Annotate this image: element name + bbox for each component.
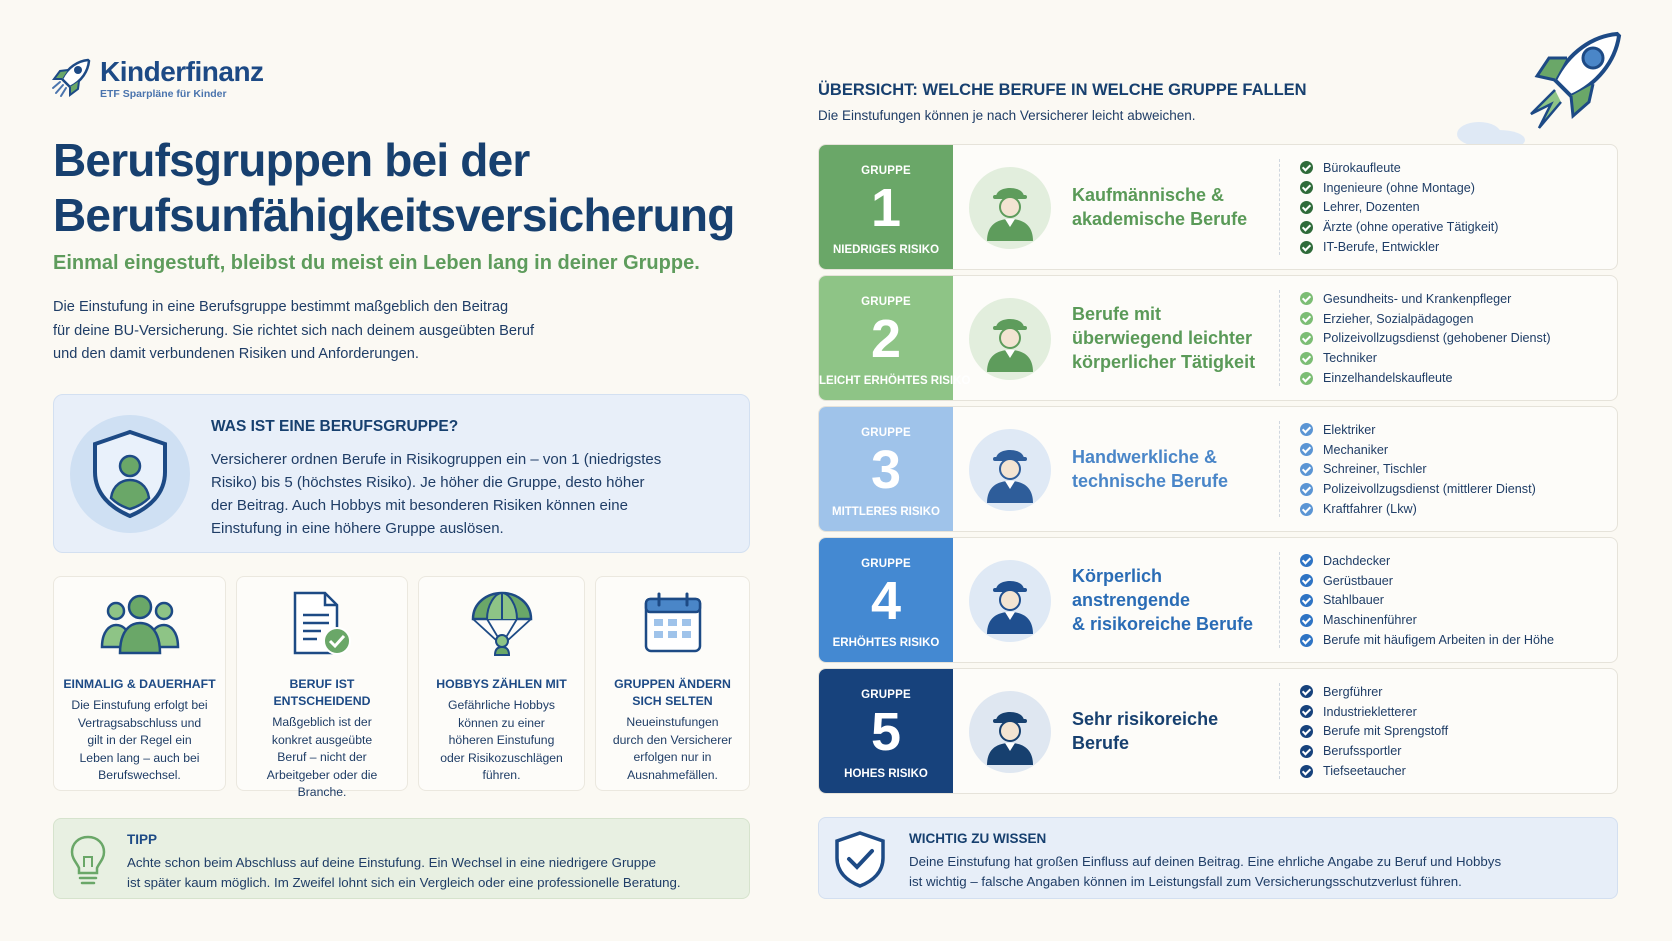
job-item <box>1300 329 1551 349</box>
feature-line: Maßgeblich ist der <box>272 715 372 729</box>
job-label: Bergführer <box>1323 684 1383 699</box>
definition-line: Einstufung in eine höhere Gruppe auslösen. <box>211 520 504 537</box>
definition-box <box>53 394 750 553</box>
group-title-line: Sehr risikoreiche <box>1072 709 1219 729</box>
job-label: Schreiner, Tischler <box>1323 462 1427 477</box>
check-icon <box>1300 181 1313 194</box>
job-label: Industriekletterer <box>1323 704 1417 719</box>
job-label: Tiefseetaucher <box>1323 764 1406 779</box>
check-icon <box>1300 241 1313 254</box>
feature-line: Ausnahmefällen. <box>627 767 718 782</box>
job-item <box>1300 289 1551 309</box>
job-label: Maschinenführer <box>1323 613 1417 628</box>
group-badge <box>819 538 953 662</box>
feature-line: konkret ausgeübte <box>271 732 373 747</box>
job-label: Einzelhandelskaufleute <box>1323 371 1453 386</box>
job-label: Dachdecker <box>1323 553 1391 568</box>
group-title-line: technische Berufe <box>1072 471 1229 491</box>
people-icon <box>54 588 225 660</box>
note-line: Deine Einstufung hat großen Einfluss auf deinen Beitrag. Eine ehrliche Angabe zu Beruf und Hobbys <box>909 854 1502 869</box>
overview-subtitle: Die Einstufungen können je nach Versicherer leicht abweichen. <box>818 108 1196 123</box>
group-title <box>1072 407 1272 531</box>
job-item <box>1300 741 1448 761</box>
definition-title: WAS IST EINE BERUFSGRUPPE? <box>211 418 459 435</box>
job-item <box>1300 702 1448 722</box>
definition-line: Risiko) bis 5 (höchstes Risiko). Je höher die Gruppe, desto höher <box>211 474 645 491</box>
feature-text <box>419 697 584 785</box>
feature-title <box>596 676 749 710</box>
feature-line: können zu einer <box>458 715 545 730</box>
check-icon <box>1300 352 1313 365</box>
check-icon <box>1300 634 1313 647</box>
job-label: Berufe mit Sprengstoff <box>1323 724 1449 739</box>
job-item <box>1300 309 1551 329</box>
worker-avatar-icon <box>969 691 1051 773</box>
group-row-4 <box>818 537 1618 663</box>
tip-line: ist später kaum möglich. Im Zweifel lohnt sich ein Vergleich oder eine professionelle Beratung. <box>127 875 681 890</box>
job-list <box>1300 551 1554 650</box>
group-label: GRUPPE <box>861 165 911 177</box>
page-title-line1: Berufsgruppen bei der <box>53 134 530 186</box>
feature-line: Beruf – nicht der <box>277 750 367 764</box>
job-label: Gerüstbauer <box>1323 573 1394 588</box>
feature-card-job <box>236 576 408 799</box>
feature-line: oder Risikozuschlägen <box>440 750 563 765</box>
group-label: GRUPPE <box>861 689 911 701</box>
check-icon <box>1300 423 1313 436</box>
check-icon <box>1300 312 1313 325</box>
check-icon <box>1300 443 1313 456</box>
job-label: Stahlbauer <box>1323 593 1384 608</box>
job-item <box>1300 460 1536 480</box>
job-label: Elektriker <box>1323 422 1376 437</box>
feature-line: Arbeitgeber oder die <box>266 767 378 782</box>
group-title-line: akademische Berufe <box>1072 209 1248 229</box>
divider <box>1279 159 1280 255</box>
group-title-line: Berufe <box>1072 733 1130 753</box>
brand-logo[interactable] <box>48 55 264 101</box>
group-title-line: & risikoreiche Berufe <box>1072 614 1254 634</box>
divider <box>1279 683 1280 779</box>
feature-title: BERUF IST ENTSCHEIDEND <box>273 677 371 708</box>
check-icon <box>1300 201 1313 214</box>
group-number: 4 <box>870 571 902 631</box>
check-icon <box>1300 292 1313 305</box>
group-title-line: überwiegend leichter <box>1072 328 1253 348</box>
job-label: Polizeivollzugsdienst (mittlerer Dienst) <box>1323 482 1536 497</box>
group-label: GRUPPE <box>861 558 911 570</box>
group-label: GRUPPE <box>861 427 911 439</box>
feature-text <box>596 714 749 784</box>
brand-name: Kinderfinanz <box>100 55 264 87</box>
important-note-text <box>909 852 1589 892</box>
group-title-line: körperlicher Tätigkeit <box>1072 352 1256 372</box>
divider <box>1279 552 1280 648</box>
feature-title-line: SICH SELTEN <box>632 694 713 708</box>
feature-card-permanent <box>53 576 226 791</box>
tip-text <box>127 853 727 893</box>
feature-line: erfolgen nur in <box>633 750 712 764</box>
feature-line: Gefährliche Hobbys <box>447 698 556 712</box>
group-badge <box>819 145 953 269</box>
worker-avatar-icon <box>969 167 1051 249</box>
job-item <box>1300 198 1498 218</box>
group-risk: HOHES RISIKO <box>844 768 928 780</box>
note-line: ist wichtig – falsche Angaben können im Leistungsfall zum Versicherungsschutzverlust führen. <box>909 874 1462 889</box>
group-risk: NIEDRIGES RISIKO <box>832 244 940 256</box>
job-item <box>1300 217 1498 237</box>
job-item <box>1300 237 1498 257</box>
job-label: Lehrer, Dozenten <box>1323 200 1420 215</box>
feature-line: durch den Versicherer <box>612 732 733 747</box>
check-icon <box>1300 594 1313 607</box>
job-item <box>1300 610 1554 630</box>
worker-avatar-icon <box>969 560 1051 642</box>
group-label: GRUPPE <box>861 296 911 308</box>
job-list <box>1300 158 1498 257</box>
job-list <box>1300 289 1551 388</box>
group-row-1 <box>818 144 1618 270</box>
brand-tagline: ETF Sparpläne für Kinder <box>100 87 227 100</box>
overview-title: ÜBERSICHT: WELCHE BERUFE IN WELCHE GRUPPE FALLEN <box>818 81 1307 99</box>
job-list <box>1300 682 1448 781</box>
document-check-icon <box>237 588 407 660</box>
job-label: Erzieher, Sozialpädagogen <box>1323 311 1474 326</box>
page-title <box>53 133 753 243</box>
feature-card-hobbies <box>418 576 585 791</box>
group-title <box>1072 669 1272 793</box>
shield-person-icon <box>70 415 190 533</box>
group-title-line: Körperlich anstrengende <box>1072 566 1191 610</box>
job-item <box>1300 479 1536 499</box>
group-title-line: Handwerkliche & <box>1072 447 1218 467</box>
feature-line: Neueinstufungen <box>626 715 719 729</box>
divider <box>1279 290 1280 386</box>
check-icon <box>1300 372 1313 385</box>
job-label: Berufe mit häufigem Arbeiten in der Höhe <box>1323 633 1555 648</box>
group-title <box>1072 145 1272 269</box>
definition-text <box>211 448 691 540</box>
group-row-3 <box>818 406 1618 532</box>
feature-text <box>54 697 225 785</box>
job-item <box>1300 761 1448 781</box>
group-row-5 <box>818 668 1618 794</box>
feature-card-rare-changes <box>595 576 750 791</box>
job-item <box>1300 571 1554 591</box>
group-title <box>1072 538 1272 662</box>
group-title-line: Berufe mit <box>1072 304 1162 324</box>
check-icon <box>1300 221 1313 234</box>
check-icon <box>1300 483 1313 496</box>
tip-title: TIPP <box>127 832 158 847</box>
job-label: Mechaniker <box>1323 442 1389 457</box>
job-label: Polizeivollzugsdienst (gehobener Dienst) <box>1323 331 1551 346</box>
job-label: Bürokaufleute <box>1323 160 1401 175</box>
lightbulb-icon <box>66 831 110 889</box>
important-note-title: WICHTIG ZU WISSEN <box>909 831 1047 846</box>
intro-line: für deine BU-Versicherung. Sie richtet sich nach deinem ausgeübten Beruf <box>53 322 535 339</box>
job-item <box>1300 440 1536 460</box>
job-label: Techniker <box>1323 351 1377 366</box>
job-item <box>1300 368 1551 388</box>
group-number: 5 <box>870 702 902 762</box>
check-icon <box>1300 332 1313 345</box>
job-label: Ärzte (ohne operative Tätigkeit) <box>1323 220 1499 235</box>
group-badge <box>819 669 953 793</box>
check-icon <box>1300 745 1313 758</box>
feature-line: Branche. <box>297 785 347 799</box>
important-note-box <box>818 817 1618 899</box>
page-subtitle: Einmal eingestuft, bleibst du meist ein Leben lang in deiner Gruppe. <box>53 252 700 274</box>
group-number: 3 <box>870 440 902 500</box>
job-item <box>1300 630 1554 650</box>
intro-line: Die Einstufung in eine Berufsgruppe bestimmt maßgeblich den Beitrag <box>53 299 509 315</box>
feature-line: Berufswechsel. <box>98 768 181 782</box>
feature-line: Vertragsabschluss und <box>77 715 202 730</box>
group-risk: MITTLERES RISIKO <box>832 506 940 518</box>
worker-avatar-icon <box>969 298 1051 380</box>
group-row-2 <box>818 275 1618 401</box>
worker-avatar-icon <box>969 429 1051 511</box>
group-number: 1 <box>870 178 902 238</box>
group-number: 2 <box>870 309 902 369</box>
group-badge <box>819 276 971 400</box>
check-icon <box>1300 554 1313 567</box>
feature-title: HOBBYS ZÄHLEN MIT <box>436 677 567 691</box>
page-title-line2: Berufsunfähigkeitsversicherung <box>53 189 735 241</box>
job-label: Gesundheits- und Krankenpfleger <box>1323 291 1512 306</box>
feature-title-line: GRUPPEN ÄNDERN <box>614 677 731 691</box>
group-risk: ERHÖHTES RISIKO <box>832 637 940 649</box>
job-item <box>1300 348 1551 368</box>
intro-line: und den damit verbundenen Risiken und Anforderungen. <box>53 346 419 362</box>
calendar-icon <box>596 588 749 660</box>
check-icon <box>1300 463 1313 476</box>
shield-check-icon <box>833 830 887 888</box>
feature-line: Die Einstufung erfolgt bei <box>71 698 208 712</box>
job-label: Ingenieure (ohne Montage) <box>1323 180 1475 195</box>
feature-line: höheren Einstufung <box>448 733 555 747</box>
intro-text <box>53 296 593 367</box>
check-icon <box>1300 503 1313 516</box>
job-item <box>1300 682 1448 702</box>
group-risk: LEICHT ERHÖHTES RISIKO <box>819 375 971 387</box>
job-item <box>1300 591 1554 611</box>
feature-title: EINMALIG & DAUERHAFT <box>63 677 216 691</box>
definition-line: der Beitrag. Auch Hobbys mit besonderen Risiken können eine <box>211 497 628 514</box>
check-icon <box>1300 705 1313 718</box>
job-item <box>1300 551 1554 571</box>
check-icon <box>1300 725 1313 738</box>
job-label: Berufssportler <box>1323 744 1402 759</box>
definition-line: Versicherer ordnen Berufe in Risikogruppen ein – von 1 (niedrigstes <box>211 451 662 468</box>
job-item <box>1300 499 1536 519</box>
job-item <box>1300 178 1498 198</box>
rocket-logo-icon <box>48 55 94 101</box>
rocket-illustration-icon <box>1447 28 1637 148</box>
check-icon <box>1300 765 1313 778</box>
group-title <box>1072 276 1272 400</box>
tip-box <box>53 818 750 899</box>
group-badge <box>819 407 953 531</box>
job-item <box>1300 420 1536 440</box>
feature-line: Leben lang – auch bei <box>79 750 200 765</box>
job-item <box>1300 722 1448 742</box>
check-icon <box>1300 614 1313 627</box>
divider <box>1279 421 1280 517</box>
job-label: Kraftfahrer (Lkw) <box>1323 502 1417 517</box>
parachute-icon <box>419 588 584 660</box>
job-list <box>1300 420 1536 519</box>
job-label: IT-Berufe, Entwickler <box>1323 240 1440 255</box>
check-icon <box>1300 685 1313 698</box>
check-icon <box>1300 161 1313 174</box>
feature-text <box>237 714 407 802</box>
tip-line: Achte schon beim Abschluss auf deine Einstufung. Ein Wechsel in eine niedrigere Gruppe <box>127 855 656 870</box>
group-title-line: Kaufmännische & <box>1072 185 1225 205</box>
feature-line: führen. <box>482 768 521 782</box>
feature-line: gilt in der Regel ein <box>87 733 192 747</box>
check-icon <box>1300 574 1313 587</box>
job-item <box>1300 158 1498 178</box>
